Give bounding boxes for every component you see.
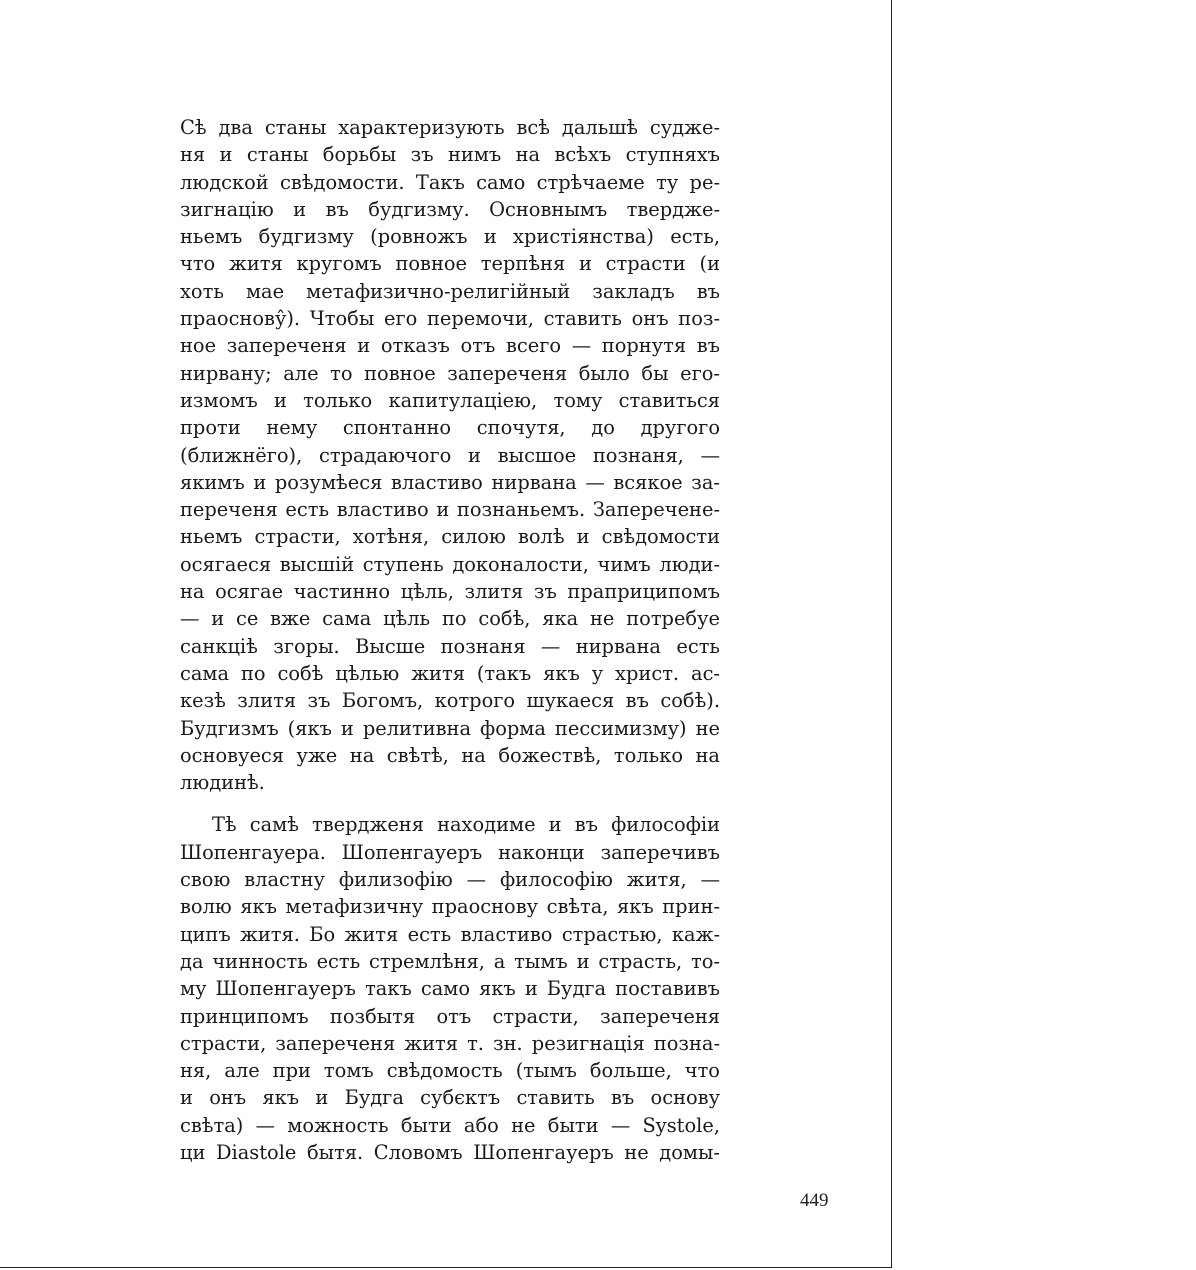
- text-line: основуеся уже на свѣтѣ, на божествѣ, только на: [180, 743, 720, 767]
- paragraph-1: [180, 114, 720, 796]
- text-line: якимъ и розумѣеся властиво нирвана — всякое за-: [180, 470, 720, 494]
- paragraph-2: [180, 811, 720, 1166]
- text-line: волю якъ метафизичну праоснову свѣта, якъ прин-: [180, 895, 720, 919]
- text-line: ня, але при томъ свѣдомость (тымъ больше, что: [180, 1059, 720, 1083]
- text-line: нирвану; але то повное запереченя было бы его-: [180, 361, 720, 385]
- text-line: кезѣ злитя зъ Богомъ, котрого шукаеся въ собѣ).: [180, 689, 720, 713]
- text-line: хоть мае метафизично-религійный закладъ въ: [180, 279, 720, 303]
- text-line: осягаеся высшій ступень доконалости, чимъ люди-: [180, 552, 720, 576]
- text-line: Тѣ самѣ тверджeня находиме и въ философіи: [212, 813, 720, 837]
- text-line: — и се вже сама цѣль по собѣ, яка не потребуе: [180, 607, 720, 631]
- text-line: сама по собѣ цѣлью житя (такъ якъ у христ. ас-: [180, 661, 720, 685]
- text-line: переченя есть властиво и познаньемъ. Запереченe-: [180, 498, 720, 522]
- text-line: му Шопенгауеръ такъ само якъ и Будга поставивъ: [180, 977, 720, 1001]
- text-line: ньемъ будгизму (ровножъ и христіянства) есть,: [180, 225, 720, 249]
- text-line: ное запереченя и отказъ отъ всего — порнутя въ: [180, 334, 720, 358]
- text-line: санкціѣ згоры. Высше познаня — нирвана есть: [180, 634, 720, 658]
- text-line: ньемъ страсти, хотѣня, силою волѣ и свѣдомости: [180, 525, 720, 549]
- text-line: свѣта) — можность быти або не быти — Systole,: [180, 1113, 720, 1137]
- text-line: людинѣ.: [180, 771, 265, 795]
- text-line: и онъ якъ и Будга субєктъ ставить въ основу: [180, 1086, 720, 1110]
- text-line: (ближнёго), страдаючого и высшое познаня, —: [180, 443, 720, 467]
- text-line: праоснову̂). Чтобы его перемочи, ставить онъ поз-: [180, 307, 720, 331]
- text-line: что житя кругомъ повное терпѣня и страсти (и: [180, 252, 720, 276]
- text-line: Будгизмъ (якъ и релитивна форма пессимизму) не: [180, 716, 720, 740]
- text-line: зигнацію и въ будгизму. Основнымъ тверджe-: [180, 197, 720, 221]
- text-line: Сѣ два станы характеризують всѣ дальшѣ судже-: [180, 116, 720, 139]
- paragraph-gap: [180, 796, 720, 811]
- text-line: проти нему спонтанно спочутя, до другого: [180, 416, 720, 440]
- text-line: ципъ житя. Бо житя есть властиво страстью, кaж-: [180, 922, 720, 946]
- text-line: на осягае частинно цѣль, злитя зъ праприципомъ: [180, 580, 720, 604]
- text-line: измомъ и только капитулаціею, тому ставиться: [180, 388, 720, 412]
- text-line: Шопенгауера. Шопенгауеръ наконци заперечивъ: [180, 840, 720, 864]
- text-line: ци Diastole бытя. Словомъ Шопенгауеръ не домы-: [180, 1140, 720, 1164]
- text-line: людской свѣдомости. Такъ само стрѣчаеме ту ре-: [180, 170, 720, 194]
- text-line: ня и станы борьбы зъ нимъ на всѣхъ ступняхъ: [180, 143, 720, 167]
- text-line: страсти, запереченя житя т. зн. резигнація позна-: [180, 1031, 720, 1055]
- text-line: принципомъ позбытя отъ страсти, запереченя: [180, 1004, 720, 1028]
- text-line: свою властну филизофію — философію житя, —: [180, 868, 720, 892]
- text-line: да чинность есть стремлѣня, а тымъ и страсть, то-: [180, 949, 720, 973]
- body-text: [180, 114, 720, 1166]
- page-number: 449: [800, 1190, 829, 1211]
